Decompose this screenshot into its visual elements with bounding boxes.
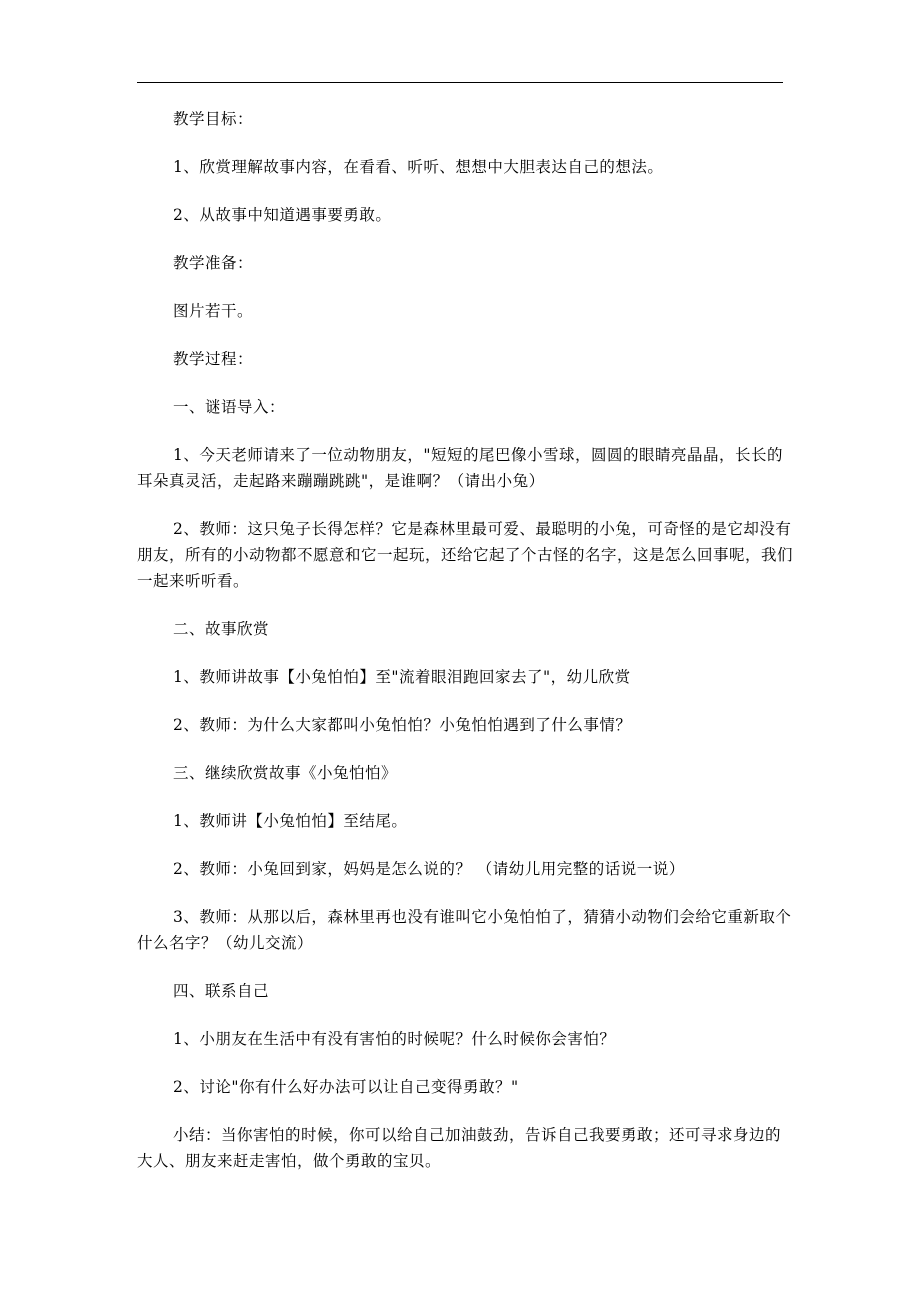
section-3-item-3: 3、教师：从那以后，森林里再也没有谁叫它小兔怕怕了，猜猜小动物们会给它重新取个什么名字？（幼儿交流） [137,908,792,952]
summary-paragraph: 小结：当你害怕的时候，你可以给自己加油鼓劲，告诉自己我要勇敢；还可寻求身边的大人、朋友来赶走害怕，做个勇敢的宝贝。 [137,1126,782,1170]
section-heading-4: 四、联系自己 [173,982,270,1000]
section-heading-1: 一、谜语导入： [173,398,286,416]
heading-teaching-goals: 教学目标： [173,110,254,128]
goal-item-1: 1、欣赏理解故事内容，在看看、听听、想想中大胆表达自己的想法。 [173,158,664,176]
section-3-item-2: 2、教师：小兔回到家，妈妈是怎么说的？ （请幼儿用完整的话说一说） [173,860,685,878]
heading-teaching-preparation: 教学准备： [173,254,254,272]
section-2-item-1: 1、教师讲故事【小兔怕怕】至"流着眼泪跑回家去了"，幼儿欣赏 [173,668,631,686]
goal-item-2: 2、从故事中知道遇事要勇敢。 [173,206,392,224]
heading-teaching-process: 教学过程： [173,350,254,368]
section-heading-3: 三、继续欣赏故事《小兔怕怕》 [173,764,398,782]
section-1-item-1: 1、今天老师请来了一位动物朋友，"短短的尾巴像小雪球，圆圆的眼睛亮晶晶，长长的耳朵真灵活，走起路来蹦蹦跳跳"，是谁啊？（请出小兔） [137,446,783,490]
section-4-item-2: 2、讨论"你有什么好办法可以让自己变得勇敢？" [173,1078,519,1096]
document-body [137,106,793,1196]
section-4-item-1: 1、小朋友在生活中有没有害怕的时候呢？什么时候你会害怕？ [173,1030,616,1048]
section-heading-2: 二、故事欣赏 [173,620,270,638]
section-1-item-2: 2、教师：这只兔子长得怎样？它是森林里最可爱、最聪明的小兔，可奇怪的是它却没有朋友，所有的小动物都不愿意和它一起玩，还给它起了个古怪的名字，这是怎么回事呢，我们一起来听听看。 [137,520,794,590]
preparation-item: 图片若干。 [173,302,254,320]
section-2-item-2: 2、教师：为什么大家都叫小兔怕怕？小兔怕怕遇到了什么事情？ [173,716,632,734]
section-3-item-1: 1、教师讲【小兔怕怕】至结尾。 [173,812,408,830]
header-rule [137,82,783,83]
